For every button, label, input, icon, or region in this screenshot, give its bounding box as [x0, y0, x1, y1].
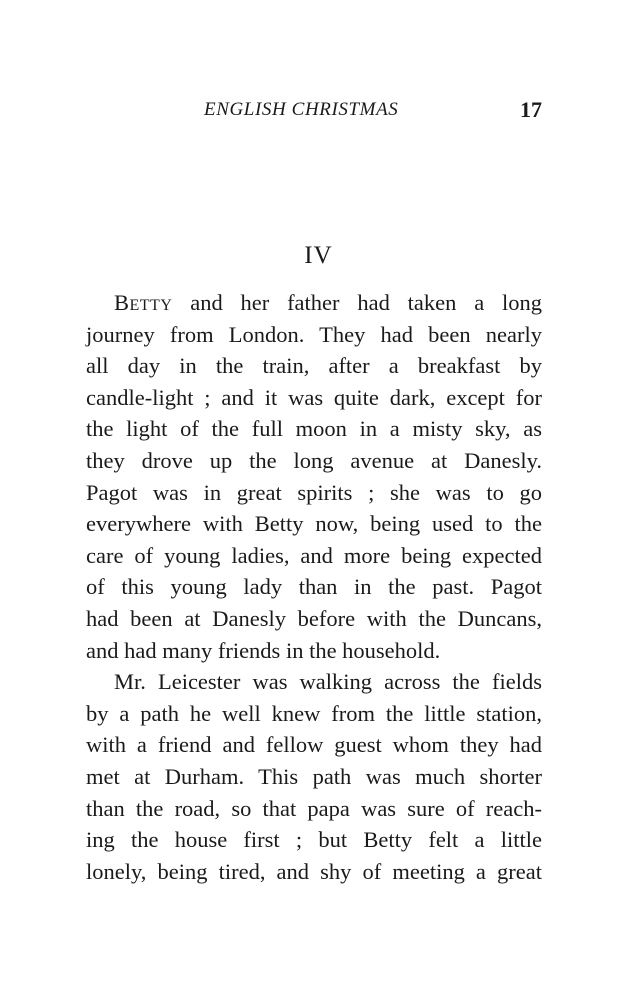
text-line: journey from London. They had been nearly — [86, 321, 542, 347]
text-line: Mr. Leicester was walking across the fields — [114, 669, 542, 695]
text-line: they drove up the long avenue at Danesly. — [86, 447, 542, 473]
text-line: Pagot was in great spirits ; she was to go — [86, 479, 542, 505]
text-line: of this young lady than in the past. Pagot — [86, 574, 542, 600]
body-text — [86, 287, 542, 887]
text-line: candle-light ; and it was quite dark, except for — [86, 384, 542, 410]
page-number: 17 — [520, 97, 542, 122]
text-line: ing the house first ; but Betty felt a little — [86, 827, 542, 853]
text-line: everywhere with Betty now, being used to the — [86, 511, 542, 537]
text-line: by a path he well knew from the little station, — [86, 700, 542, 726]
first-word: Betty — [114, 290, 173, 315]
text-line: with a friend and fellow guest whom they had — [86, 732, 542, 758]
text-line — [86, 287, 542, 319]
text-line-content: and her father had taken a long — [172, 290, 542, 315]
chapter-heading: IV — [304, 242, 333, 269]
text-line: than the road, so that papa was sure of reach- — [86, 795, 542, 821]
text-line: lonely, being tired, and shy of meeting a great — [86, 858, 542, 884]
text-line: the light of the full moon in a misty sky, as — [86, 416, 542, 442]
text-line: had been at Danesly before with the Duncans, — [86, 605, 542, 631]
running-title: ENGLISH CHRISTMAS — [204, 99, 399, 120]
text-line: care of young ladies, and more being expected — [86, 542, 542, 568]
text-line: and had many friends in the household. — [86, 637, 441, 663]
running-head — [86, 97, 542, 125]
text-line: all day in the train, after a breakfast by — [86, 353, 542, 379]
text-line: met at Durham. This path was much shorter — [86, 763, 542, 789]
